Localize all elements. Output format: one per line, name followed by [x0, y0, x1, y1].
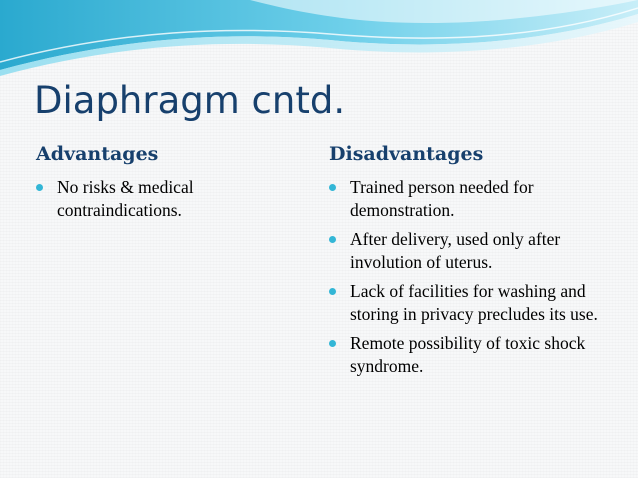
list-item-text: Remote possibility of toxic shock syndrome.	[350, 333, 586, 376]
list-item-text: After delivery, used only after involution of uterus.	[350, 229, 561, 272]
list-item	[36, 176, 296, 222]
header-wave-decoration	[0, 0, 638, 80]
list-item-text: Lack of facilities for washing and storing in privacy precludes its use.	[350, 281, 598, 324]
advantages-heading: Advantages	[36, 143, 159, 165]
disadvantages-heading: Disadvantages	[329, 143, 484, 165]
list-item	[329, 280, 619, 326]
disadvantages-list	[329, 176, 619, 378]
list-item	[329, 228, 619, 274]
list-item	[329, 176, 619, 222]
bullet-dot-icon	[329, 288, 336, 295]
disadvantages-column	[329, 140, 619, 384]
list-item	[329, 332, 619, 378]
list-item-text: No risks & medical contraindications.	[57, 177, 194, 220]
advantages-list	[36, 176, 296, 222]
list-item-text: Trained person needed for demonstration.	[350, 177, 534, 220]
slide-title: Diaphragm cntd.	[34, 79, 346, 122]
bullet-dot-icon	[329, 340, 336, 347]
advantages-column	[36, 140, 296, 228]
bullet-dot-icon	[329, 236, 336, 243]
bullet-dot-icon	[36, 184, 43, 191]
bullet-dot-icon	[329, 184, 336, 191]
